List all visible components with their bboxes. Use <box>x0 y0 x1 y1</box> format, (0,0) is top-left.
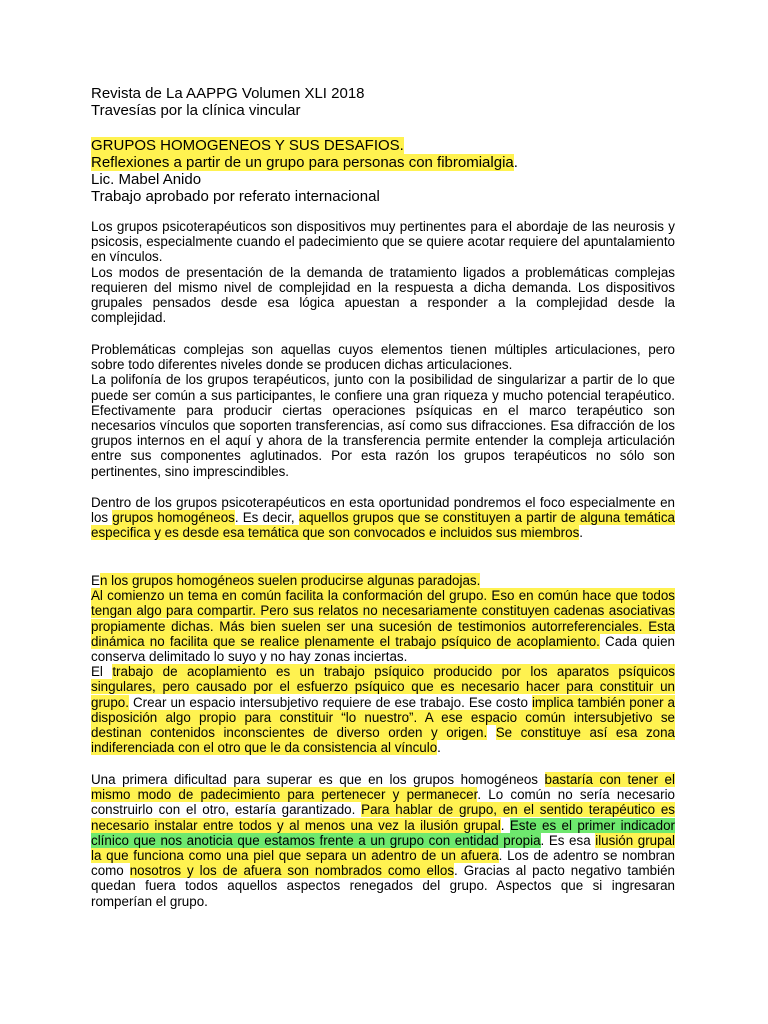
paragraph-6-initial: E <box>91 573 100 588</box>
article-author: Lic. Mabel Anido <box>91 171 202 188</box>
highlight-ilusion-grupal: Para hablar de grupo, en el sentido terapéutico es necesario instalar entre todos y al menos una vez la ilusión grupal <box>91 802 675 833</box>
paragraph-2: Los modos de presentación de la demanda de tratamiento ligados a problemáticas complejas requieren del mismo nivel de complejidad en la respuesta a dicha demanda. Los dispositivos grupales pensados desde esa lógica apuestan a responder a la complejidad desde la complejidad. <box>91 264 675 326</box>
issue-theme: Travesías por la clínica vincular <box>91 102 301 119</box>
article-note: Trabajo aprobado por referato internacional <box>91 188 380 205</box>
paragraph-block-2 <box>91 342 675 479</box>
article-subtitle-end: . <box>513 154 518 171</box>
paragraph-8 <box>91 664 675 755</box>
paragraph-1: Los grupos psicoterapéuticos son dispositivos muy pertinentes para el abordaje de las neurosis y psicosis, especialmente cuando el padecimiento que se quiere acotar requiere del apuntalamiento en vínculos. <box>91 219 675 265</box>
highlight-green-indicador: Este es el primer indicador clínico que nos anoticia que estamos frente a un grupo con entidad propia <box>91 817 675 848</box>
highlight-acoplamiento: trabajo de acoplamiento es un trabajo psíquico producido por los aparatos psíquicos singulares, pero causado por el esfuerzo psíquico que es necesario hacer para constituir un grupo. <box>91 664 675 710</box>
paragraph-8-mid: Crear un espacio intersubjetivo requiere de ese trabajo. Ese costo <box>128 694 532 710</box>
paragraph-3: Problemáticas complejas son aquellas cuyos elementos tienen múltiples articulaciones, pero sobre todo diferentes niveles donde se producen dichas articulaciones. <box>91 342 675 373</box>
article-title: GRUPOS HOMOGENEOS Y SUS DESAFIOS. <box>91 137 404 154</box>
highlight-definition: aquellos grupos que se constituyen a partir de alguna temática especifica y es desde esa temática que son convocados e incluidos sus miembros <box>91 510 675 541</box>
paragraph-7-end: Cada quien conserva delimitado lo suyo y no hay zonas inciertas. <box>91 633 675 665</box>
paragraph-8-start: El <box>91 664 113 680</box>
highlight-grupos-homogeneos: grupos homogéneos <box>112 510 235 526</box>
paragraph-block-5 <box>91 772 675 909</box>
paragraph-9-end: . Gracias al pacto negativo también quedan fuera todos aquellos aspectos renegados del grupo. Aspectos que si ingresaran romperían el grupo. <box>91 863 676 909</box>
paragraph-5-text-2: . Es decir, <box>234 510 299 526</box>
paragraph-8-space <box>487 725 496 740</box>
paragraph-9-mid: . Lo común no sería necesario construirlo con el otro, estaría garantizado. <box>91 787 675 818</box>
article-subtitle: Reflexiones a partir de un grupo para personas con fibromialgia <box>91 154 514 171</box>
paragraph-5-end: . <box>579 525 584 541</box>
paragraph-6 <box>91 573 675 588</box>
highlight-comienzo: Al comienzo un tema en común facilita la conformación del grupo. Eso en común hace que todos tengan algo para compartir. Pero sus relatos no necesariamente constituyen cadenas asociativas propiamente dichas. Más bien suelen ser una sucesión de testimonios autorreferenciales. Esta dinámica no facilita que se realice plenamente el trabajo psíquico de acoplamiento. <box>91 588 675 649</box>
highlight-paradojas: n los grupos homogéneos suelen producirse algunas paradojas. <box>99 573 481 588</box>
highlight-piel: ilusión grupal la que funciona como una piel que separa un adentro de un afuera <box>91 832 676 864</box>
paragraph-block-3 <box>91 495 675 541</box>
paragraph-9-sep-2: . Es esa <box>540 832 596 848</box>
highlight-zona-indiferenciada: Se constituye así esa zona indiferenciada con el otro que le da consistencia al vínculo <box>91 725 675 756</box>
paragraph-block-1 <box>91 219 675 325</box>
article-title-block <box>91 137 518 205</box>
highlight-nosotros-ellos: nosotros y los de afuera son nombrados como ellos <box>129 863 455 879</box>
paragraph-5-text: Dentro de los grupos psicoterapéuticos en esta oportunidad pondremos el foco especialmente en los <box>91 495 675 526</box>
paragraph-5 <box>91 495 675 541</box>
journal-header <box>91 85 365 119</box>
paragraph-8-end: . <box>437 740 441 756</box>
paragraph-block-4 <box>91 573 675 755</box>
journal-name: Revista de La AAPPG Volumen XLI 2018 <box>91 85 365 102</box>
paragraph-9 <box>91 772 675 909</box>
paragraph-4: La polifonía de los grupos terapéuticos, junto con la posibilidad de singularizar a partir de lo que puede ser común a sus participantes, le confiere una gran riqueza y mucho potencial terapéutico. Efectivamente para producir ciertas operaciones psíquicas en el marco terapéutico son necesarios vínculos que soporten transferencias, así como sus difracciones. Esa difracción de los grupos internos en el aquí y ahora de la transferencia permite entender la compleja articulación entre sus componentes aglutinados. Por esta razón los grupos terapéuticos no sólo son pertinentes, sino imprescindibles. <box>91 372 675 479</box>
paragraph-7 <box>91 588 675 664</box>
paragraph-9-start: Una primera dificultad para superar es que en los grupos homogéneos <box>91 772 545 787</box>
highlight-bastaria: bastaría con tener el mismo modo de padecimiento para pertenecer y permanecer <box>91 772 675 803</box>
paragraph-9-mid-2: . Los de adentro se nombran como <box>91 848 675 879</box>
highlight-lo-nuestro: implica también poner a disposición algo propio para constituir “lo nuestro”. A ese espacio común intersubjetivo se destinan contenidos inconscientes de diverso orden y origen. <box>91 694 675 741</box>
paragraph-9-sep: . <box>500 817 510 833</box>
